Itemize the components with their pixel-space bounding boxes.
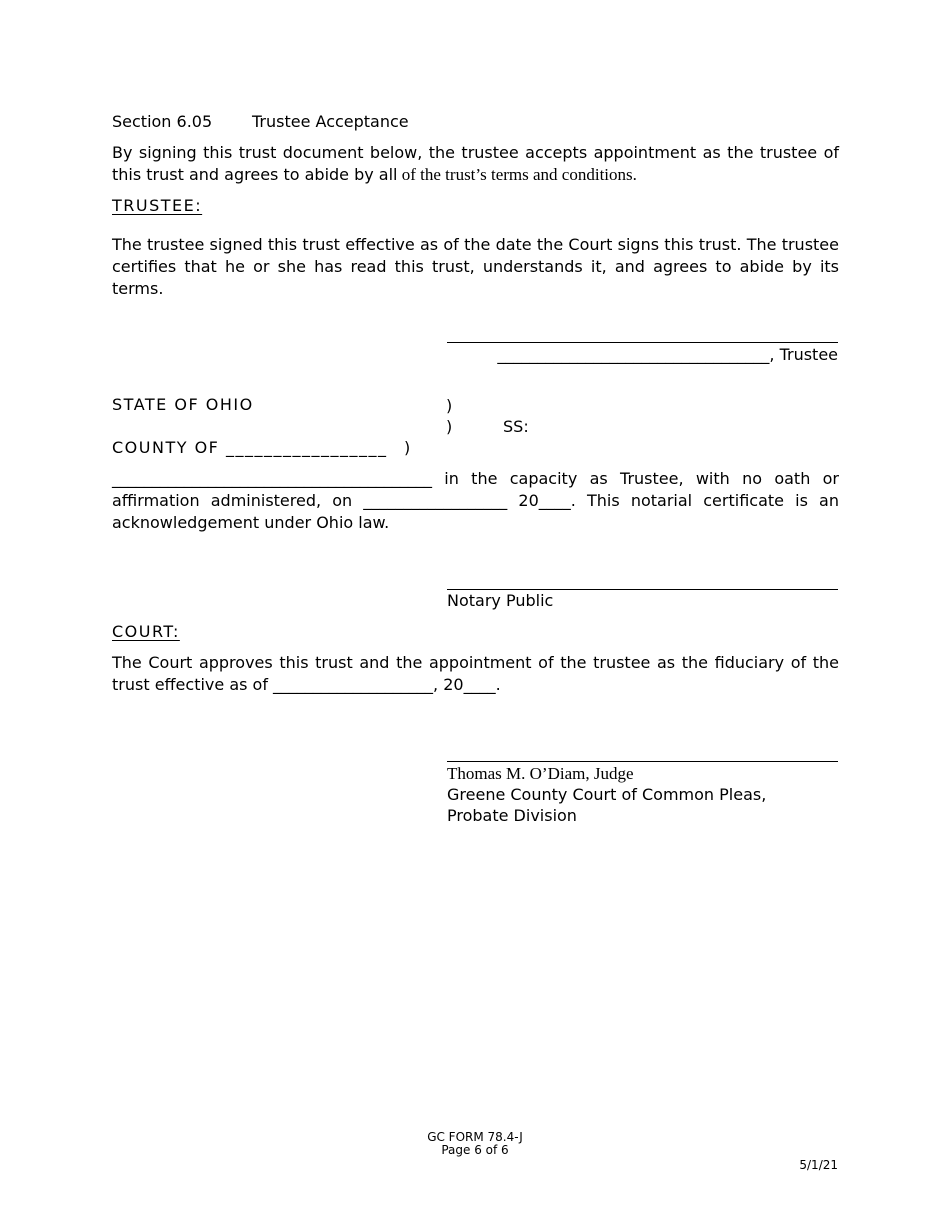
- page-number: Page 6 of 6: [441, 1143, 509, 1157]
- acceptance-text-serif: of the trust’s terms and conditions.: [397, 165, 637, 184]
- judge-signature-line: [447, 761, 838, 762]
- trustee-signature-line: [447, 342, 838, 343]
- notary-label: Notary Public: [447, 591, 554, 610]
- court-statement: The Court approves this trust and the appointment of the trustee as the fiduciary of the trust effective as of ____________________, 20____.: [112, 653, 839, 694]
- trustee-heading: TRUSTEE:: [112, 196, 203, 215]
- ss-label: SS:: [503, 417, 529, 436]
- state-label: STATE OF OHIO: [112, 395, 254, 414]
- trustee-signature-label: __________________________________, Trustee: [497, 345, 838, 364]
- court-name: Greene County Court of Common Pleas,: [447, 785, 767, 804]
- notarial-acknowledgement: ________________________________________ in the capacity as Trustee, with no oath or affirmation administered, on __________________ 20____. This notarial certificate is an acknowledgement under Ohio law.: [112, 469, 839, 532]
- county-paren: ): [404, 438, 411, 457]
- court-division: Probate Division: [447, 806, 577, 825]
- form-number: GC FORM 78.4-J: [427, 1130, 523, 1144]
- venue-paren-1: ): [446, 396, 453, 415]
- section-title: Trustee Acceptance: [252, 112, 409, 131]
- notary-signature-line: [447, 589, 838, 590]
- judge-name: Thomas M. O’Diam, Judge: [447, 764, 634, 783]
- trustee-statement: The trustee signed this trust effective as of the date the Court signs this trust. The trustee certifies that he or she has read this trust, understands it, and agrees to abide by its terms.: [112, 235, 839, 298]
- venue-paren-2: ): [446, 417, 453, 436]
- acceptance-text: By signing this trust document below, the trustee accepts appointment as the trustee of this trust and agrees to abide by all: [112, 143, 839, 184]
- county-label: COUNTY OF _________________: [112, 438, 388, 457]
- section-number: Section 6.05: [112, 112, 213, 131]
- court-heading: COURT:: [112, 622, 180, 641]
- revision-date: 5/1/21: [799, 1158, 838, 1172]
- acceptance-paragraph: [112, 142, 839, 186]
